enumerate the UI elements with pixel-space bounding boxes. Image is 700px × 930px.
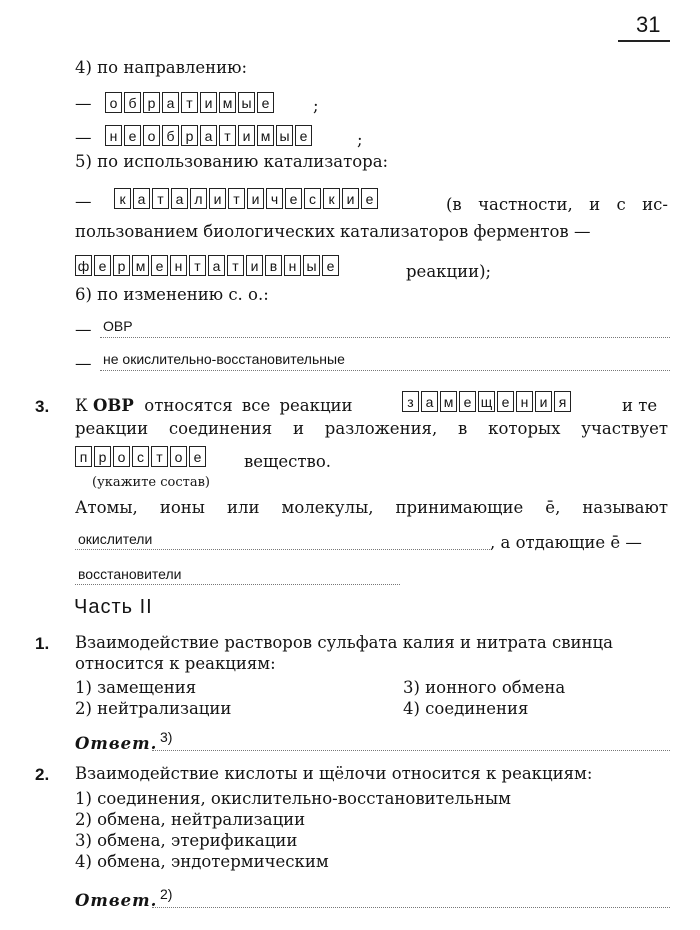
letter-box: с bbox=[132, 446, 149, 467]
letter-box: н bbox=[170, 255, 187, 276]
q1-text: Взаимодействие растворов сульфата калия и нитрата свинца bbox=[75, 633, 613, 652]
dash: — bbox=[75, 354, 92, 373]
answer-line bbox=[100, 370, 670, 371]
q1-option: 3) ионного обмена bbox=[403, 678, 566, 697]
q2-answer-label: Ответ. bbox=[75, 891, 158, 910]
letter-box: и bbox=[246, 255, 263, 276]
item4-label: 4) по направлению: bbox=[75, 58, 248, 77]
letter-box: е bbox=[295, 125, 312, 146]
q1-option: 2) нейтрализации bbox=[75, 699, 232, 718]
q1-text: относится к реакциям: bbox=[75, 654, 276, 673]
letter-box: н bbox=[284, 255, 301, 276]
letter-box: б bbox=[162, 125, 179, 146]
letter-box: а bbox=[421, 391, 438, 412]
letter-box: а bbox=[208, 255, 225, 276]
answer-nonredox: не окислительно-восстановительные bbox=[103, 351, 345, 367]
dash: — bbox=[75, 94, 92, 113]
text: относятся все реакции bbox=[144, 396, 353, 415]
letter-box: е bbox=[189, 446, 206, 467]
task3-number: 3. bbox=[35, 397, 50, 416]
q2-answer-value: 2) bbox=[160, 886, 173, 902]
text: К bbox=[75, 396, 88, 415]
letter-box: п bbox=[75, 446, 92, 467]
q1-option: 1) замещения bbox=[75, 678, 197, 697]
q2-text: Взаимодействие кислоты и щёлочи относится к реакциям: bbox=[75, 764, 593, 783]
part-title: Часть II bbox=[74, 596, 153, 618]
letter-box: н bbox=[105, 125, 122, 146]
letter-box: е bbox=[322, 255, 339, 276]
letter-box: я bbox=[554, 391, 571, 412]
dash: — bbox=[75, 128, 92, 147]
catalytic-note-line2: пользованием биологических катализаторов ферментов — bbox=[75, 222, 591, 241]
item5-label: 5) по использованию катализатора: bbox=[75, 152, 389, 171]
letter-box: к bbox=[114, 188, 131, 209]
letter-box: ы bbox=[238, 92, 255, 113]
answer-line bbox=[100, 337, 670, 338]
letter-box: р bbox=[94, 446, 111, 467]
letter-box: е bbox=[285, 188, 302, 209]
substitution-boxes bbox=[402, 391, 571, 412]
letter-box: ч bbox=[266, 188, 283, 209]
letter-box: щ bbox=[478, 391, 495, 412]
q2-option: 3) обмена, этерификации bbox=[75, 831, 298, 850]
letter-box: ы bbox=[276, 125, 293, 146]
letter-box: м bbox=[132, 255, 149, 276]
letter-box: е bbox=[124, 125, 141, 146]
letter-box: р bbox=[181, 125, 198, 146]
letter-box: р bbox=[143, 92, 160, 113]
text-bold: ОВР bbox=[93, 396, 134, 415]
letter-box: е bbox=[459, 391, 476, 412]
irreversible-boxes bbox=[105, 125, 312, 146]
q1-answer-value: 3) bbox=[160, 729, 173, 745]
letter-box: т bbox=[152, 188, 169, 209]
letter-box: и bbox=[342, 188, 359, 209]
task3-line1 bbox=[75, 396, 353, 416]
task3-hint: (укажите состав) bbox=[92, 475, 210, 490]
letter-box: а bbox=[133, 188, 150, 209]
letter-box: и bbox=[200, 92, 217, 113]
answer-oxidizers: окислители bbox=[78, 531, 153, 547]
q1-option: 4) соединения bbox=[403, 699, 529, 718]
letter-box: и bbox=[247, 188, 264, 209]
letter-box: о bbox=[143, 125, 160, 146]
letter-box: ы bbox=[303, 255, 320, 276]
simple-boxes bbox=[75, 446, 206, 467]
letter-box: и bbox=[238, 125, 255, 146]
task3-line5: , а отдающие ē — bbox=[490, 533, 642, 552]
letter-box: т bbox=[228, 188, 245, 209]
letter-box: е bbox=[497, 391, 514, 412]
semicolon: ; bbox=[357, 130, 363, 149]
letter-box: н bbox=[516, 391, 533, 412]
letter-box: и bbox=[209, 188, 226, 209]
dash: — bbox=[75, 192, 92, 211]
letter-box: б bbox=[124, 92, 141, 113]
answer-line bbox=[152, 750, 670, 751]
catalytic-note: (в частности, и с ис- bbox=[446, 195, 668, 214]
letter-box: о bbox=[113, 446, 130, 467]
letter-box: ф bbox=[75, 255, 92, 276]
page-number-rule bbox=[618, 40, 670, 42]
answer-reducers: восстановители bbox=[78, 566, 182, 582]
answer-redox: ОВР bbox=[103, 318, 133, 334]
letter-box: т bbox=[189, 255, 206, 276]
letter-box: е bbox=[257, 92, 274, 113]
answer-line bbox=[75, 549, 490, 550]
q2-option: 1) соединения, окислительно-восстановительным bbox=[75, 789, 511, 808]
letter-box: т bbox=[181, 92, 198, 113]
q2-option: 4) обмена, эндотермическим bbox=[75, 852, 329, 871]
q2-number: 2. bbox=[35, 765, 50, 784]
letter-box: л bbox=[190, 188, 207, 209]
catalytic-boxes bbox=[114, 188, 378, 209]
letter-box: а bbox=[200, 125, 217, 146]
letter-box: к bbox=[323, 188, 340, 209]
letter-box: м bbox=[257, 125, 274, 146]
task3-line1-end: и те bbox=[622, 396, 658, 415]
letter-box: м bbox=[219, 92, 236, 113]
letter-box: з bbox=[402, 391, 419, 412]
letter-box: в bbox=[265, 255, 282, 276]
enzymatic-after: реакции); bbox=[406, 262, 492, 281]
letter-box: т bbox=[219, 125, 236, 146]
letter-box: м bbox=[440, 391, 457, 412]
letter-box: и bbox=[535, 391, 552, 412]
reversible-boxes bbox=[105, 92, 274, 113]
task3-line3: вещество. bbox=[244, 452, 331, 471]
letter-box: р bbox=[113, 255, 130, 276]
page-number: 31 bbox=[636, 12, 661, 37]
letter-box: т bbox=[151, 446, 168, 467]
task3-line2: реакции соединения и разложения, в которых участвует bbox=[75, 419, 668, 438]
q1-answer-label: Ответ. bbox=[75, 734, 158, 753]
answer-line bbox=[152, 907, 670, 908]
semicolon: ; bbox=[313, 96, 319, 115]
answer-line bbox=[75, 584, 400, 585]
enzymatic-boxes bbox=[75, 255, 339, 276]
q2-option: 2) обмена, нейтрализации bbox=[75, 810, 306, 829]
letter-box: е bbox=[94, 255, 111, 276]
letter-box: е bbox=[361, 188, 378, 209]
letter-box: т bbox=[227, 255, 244, 276]
dash: — bbox=[75, 320, 92, 339]
letter-box: о bbox=[105, 92, 122, 113]
letter-box: а bbox=[171, 188, 188, 209]
letter-box: е bbox=[151, 255, 168, 276]
q1-number: 1. bbox=[35, 634, 50, 653]
letter-box: с bbox=[304, 188, 321, 209]
task3-line4: Атомы, ионы или молекулы, принимающие ē, называют bbox=[75, 498, 668, 517]
letter-box: о bbox=[170, 446, 187, 467]
item6-label: 6) по изменению с. о.: bbox=[75, 285, 269, 304]
letter-box: а bbox=[162, 92, 179, 113]
